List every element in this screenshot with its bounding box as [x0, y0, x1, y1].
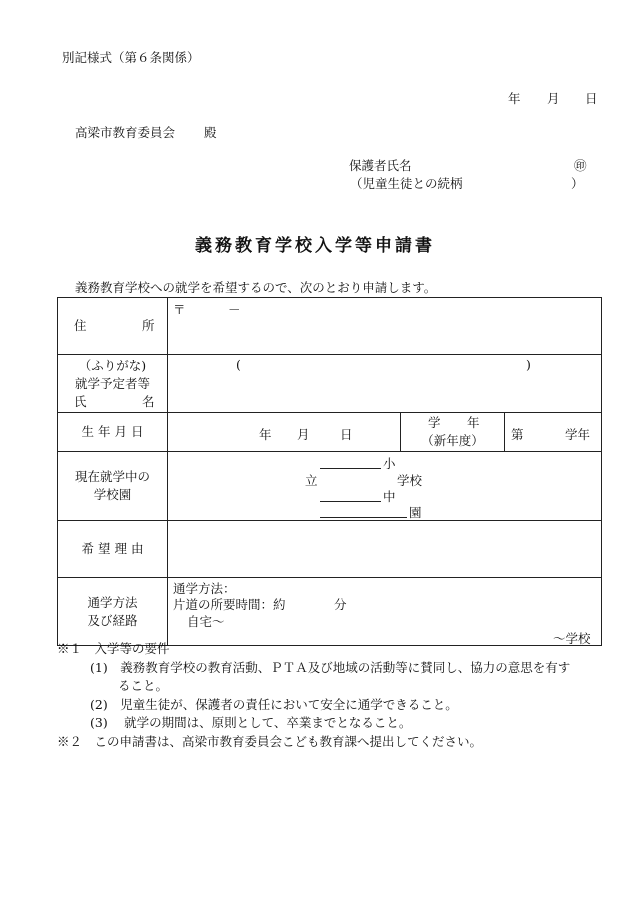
- notes: [57, 640, 570, 751]
- current-school-input[interactable]: [168, 452, 602, 521]
- birth-row: [58, 413, 602, 452]
- reason-input[interactable]: [168, 521, 602, 578]
- kindergarten-suffix: 園: [409, 505, 422, 520]
- birth-year-label: 年: [259, 427, 272, 442]
- elementary-blank[interactable]: [320, 454, 381, 469]
- date-day-label: 日: [585, 91, 598, 106]
- guardian-relation-open: （児童生徒との続柄: [350, 176, 463, 191]
- current-school-label-cell: [58, 452, 168, 521]
- grade-label-cell: [401, 413, 505, 452]
- junior-suffix: 中: [383, 489, 396, 504]
- reason-row: [58, 521, 602, 578]
- furigana-paren-close: ): [526, 357, 531, 372]
- intro-text: 義務教育学校への就学を希望するので、次のとおり申請します。: [75, 280, 437, 295]
- birth-day-label: 日: [340, 427, 353, 442]
- commute-label-cell: [58, 578, 168, 646]
- address-input[interactable]: [168, 298, 602, 355]
- elementary-suffix: 小: [383, 456, 396, 471]
- note-1-2: (2) 児童生徒が、保護者の責任において安全に通学できること。: [90, 696, 458, 712]
- birthdate-input[interactable]: [168, 413, 401, 452]
- note-1-1: (1) 義務教育学校の教育活動、ＰＴＡ及び地域の活動等に賛同し、協力の意思を有す: [90, 659, 571, 675]
- grade-label-a: 学: [428, 415, 441, 430]
- current-school-label-1: 現在就学中の: [74, 469, 150, 484]
- grade-label-b: 年: [467, 415, 480, 430]
- prospective-student-label: 就学予定者等: [74, 375, 150, 391]
- current-school-row: [58, 452, 602, 521]
- name-input[interactable]: [168, 355, 602, 413]
- grade-suffix: 学年: [565, 427, 591, 442]
- name-label-cell: [58, 355, 168, 413]
- name-label-a: 氏: [74, 393, 87, 409]
- commute-input[interactable]: [168, 578, 602, 646]
- furigana-label: （ふりがな): [78, 357, 147, 373]
- name-row: [58, 355, 602, 413]
- date-month-label: 月: [547, 91, 560, 106]
- addressee: 高梁市教育委員会: [75, 125, 176, 140]
- school-label: 学校: [397, 473, 423, 488]
- kindergarten-blank[interactable]: [320, 503, 407, 518]
- reason-label: 希 望 理 由: [58, 521, 168, 578]
- to-school-label: ～学校: [553, 631, 591, 646]
- note-1-3: (3) 就学の期間は、原則として、卒業までとなること。: [90, 715, 412, 730]
- seal-mark: ㊞: [574, 158, 587, 173]
- address-row: [58, 298, 602, 355]
- commute-label-2: 及び経路: [87, 612, 138, 628]
- address-label-cell: [58, 298, 168, 355]
- note-1-1-cont: ること。: [118, 678, 169, 693]
- guardian-relation-close: ）: [571, 176, 584, 191]
- junior-blank[interactable]: [320, 487, 381, 502]
- name-label-b: 名: [142, 393, 155, 409]
- furigana-paren-open: (: [236, 357, 241, 372]
- guardian-name-label: 保護者氏名: [349, 158, 412, 173]
- address-label-a: 住: [74, 318, 87, 333]
- grade-input[interactable]: [505, 413, 602, 452]
- commute-row: [58, 578, 602, 646]
- current-school-label-2: 学校園: [93, 487, 132, 502]
- date-year-label: 年: [508, 91, 521, 106]
- page-title: 義務教育学校入学等申請書: [195, 236, 435, 256]
- address-label-b: 所: [142, 318, 155, 333]
- commute-method-label: 通学方法：: [173, 581, 236, 596]
- one-way-time-label: 片道の所要時間：約: [173, 597, 286, 612]
- birth-month-label: 月: [297, 427, 310, 442]
- application-table: [57, 297, 602, 646]
- ritsu-label: 立: [305, 473, 318, 488]
- honorific: 殿: [204, 125, 217, 140]
- new-fiscal-year-label: （新年度）: [421, 433, 484, 448]
- note-1: ※１ 入学等の要件: [57, 641, 170, 656]
- commute-label-1: 通学方法: [87, 594, 138, 610]
- note-2: ※２ この申請書は、高梁市教育委員会こども教育課へ提出してください。: [57, 733, 483, 749]
- postal-mark: 〒: [173, 302, 186, 317]
- form-id: 別記様式（第６条関係）: [62, 50, 200, 65]
- minutes-label: 分: [334, 597, 347, 612]
- birthdate-label: 生 年 月 日: [58, 413, 168, 452]
- grade-prefix: 第: [511, 427, 524, 442]
- postal-dash: －: [228, 302, 241, 317]
- from-home-label: 自宅～: [187, 614, 225, 629]
